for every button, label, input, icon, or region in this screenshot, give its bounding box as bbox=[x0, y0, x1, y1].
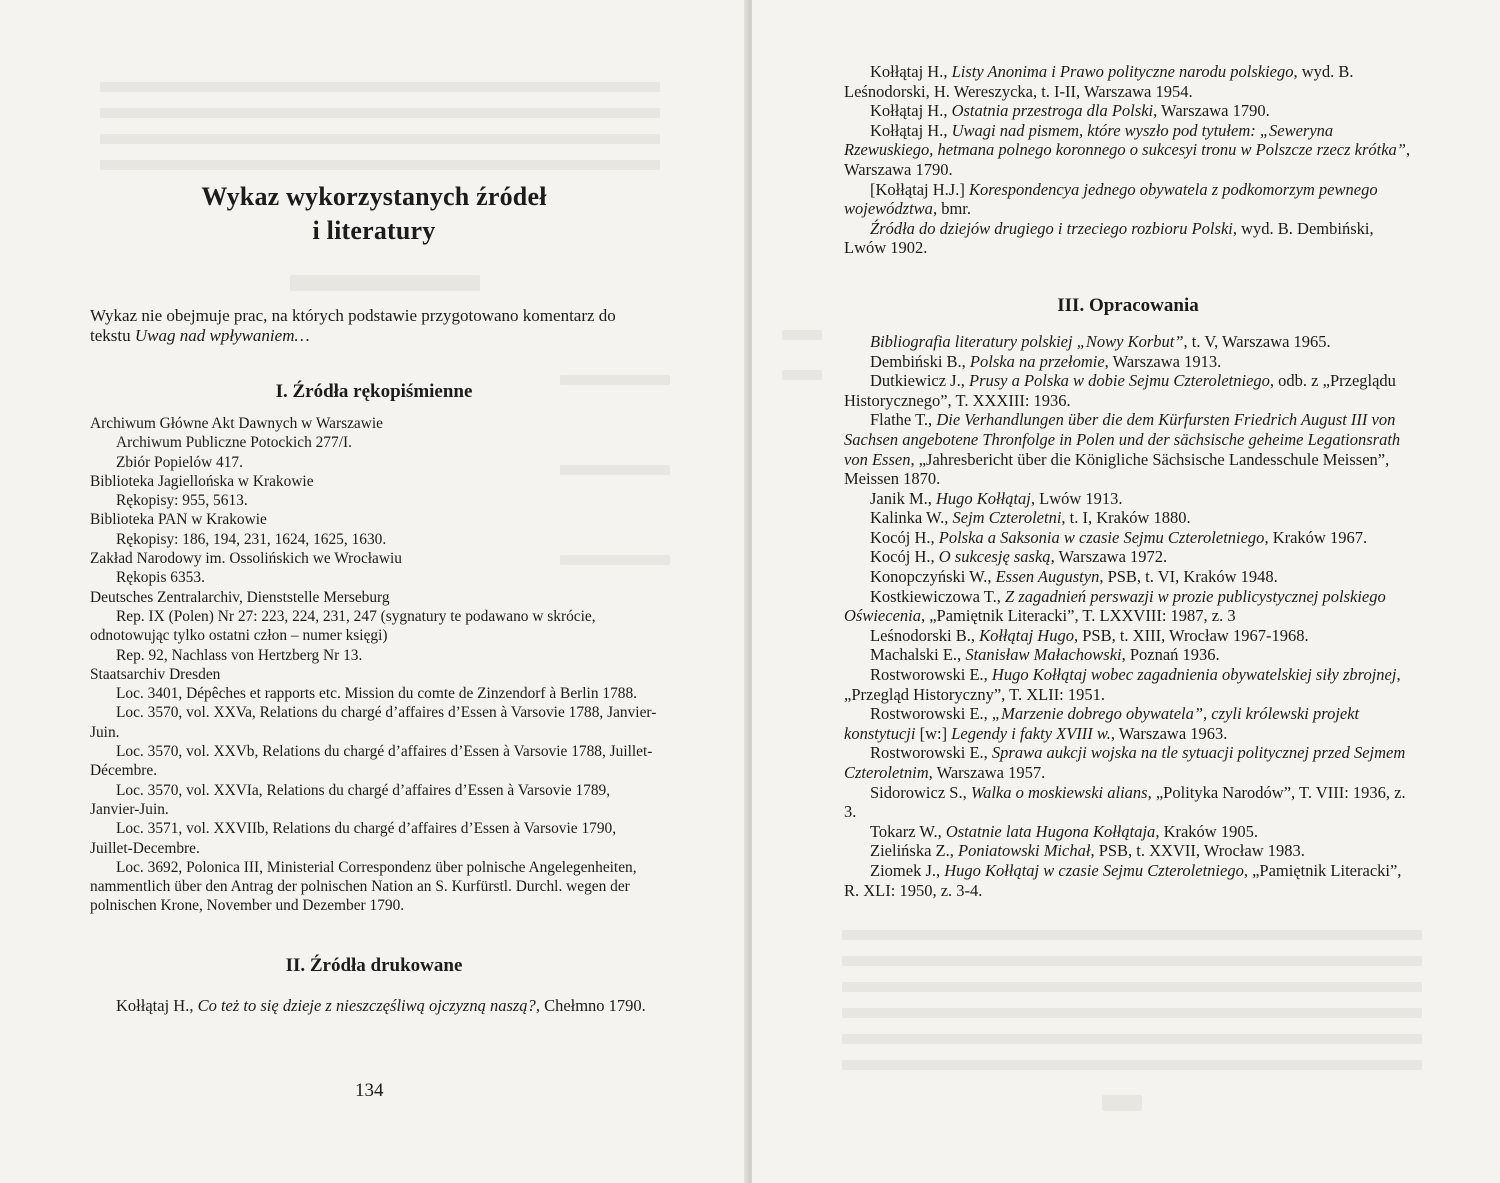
entry-title: Uwagi nad pismem, które wyszło pod tytułem: „Seweryna Rzewuskiego, hetmana polnego koronnego o sukcesyi tronu w Polszcze rzecz krótka” bbox=[844, 120, 1406, 160]
entry-author: Konopczyński W., bbox=[870, 567, 996, 587]
entry-title: Polska a Saksonia w czasie Sejmu Czteroletniego bbox=[938, 527, 1265, 547]
entry-title: O sukcesję saską bbox=[938, 547, 1051, 567]
entry-details: , Warszawa 1957. bbox=[928, 763, 1046, 782]
entry-details: , PSB, t. XXVII, Wrocław 1983. bbox=[1090, 841, 1305, 861]
entry-author: Dembiński B., bbox=[870, 351, 970, 371]
studies-list bbox=[844, 332, 1412, 900]
archive-entry: Loc. 3570, vol. XXVb, Relations du chargé d’affaires d’Essen à Varsovie 1788, Juillet-Décembre. bbox=[90, 743, 653, 780]
entry-author: Machalski E., bbox=[870, 645, 966, 665]
entry-details: , Lwów 1913. bbox=[1030, 488, 1123, 508]
archive-entry: Loc. 3692, Polonica III, Ministerial Correspondenz über polnische Angelegenheiten, nammentlich über den Antrag der polnischen Nation an S. Kurfürstl. Durchl. wegen der polnischen Krone, November und Dezember 1790. bbox=[90, 858, 637, 915]
entry-details: , bmr. bbox=[932, 199, 971, 219]
bibliography-entry bbox=[844, 508, 1412, 528]
entry-title: Polska na przełomie bbox=[969, 351, 1105, 371]
bibliography-entry bbox=[844, 567, 1412, 587]
entry-title: Poniatowski Michał bbox=[957, 841, 1091, 861]
entry-details: , Kraków 1967. bbox=[1264, 527, 1368, 547]
bleed-through-mark bbox=[100, 160, 660, 170]
archive-entry: Loc. 3570, vol. XXVIa, Relations du chargé d’affaires d’Essen à Varsovie 1789, Janvier-Juin. bbox=[90, 781, 611, 818]
entry-author: Tokarz W., bbox=[870, 821, 946, 841]
entry-author: Kalinka W., bbox=[870, 508, 953, 528]
entry-title: Hugo Kołłątaj bbox=[936, 488, 1031, 508]
archive-entry: Rękopisy: 186, 194, 231, 1624, 1625, 1630. bbox=[116, 530, 387, 548]
archive-entry: Zakład Narodowy im. Ossolińskich we Wrocławiu bbox=[90, 550, 402, 568]
bibliography-entry bbox=[844, 783, 1412, 822]
entry-details: , PSB, t. VI, Kraków 1948. bbox=[1099, 567, 1278, 587]
entry-author: Kołłątaj H., bbox=[870, 62, 952, 81]
entry-details: , Warszawa 1963. bbox=[1110, 723, 1228, 743]
bleed-through-mark bbox=[1102, 1095, 1142, 1111]
entry-title: Essen Augustyn bbox=[995, 567, 1100, 587]
entry-title: Die Verhandlungen über die dem Kürfursten Friedrich August III von Sachsen angebotene Thronfolge in Polen und der sächsische geheime Legationsrath von Essen bbox=[844, 410, 1401, 469]
entry-author: Rostworowski E., bbox=[870, 665, 992, 685]
section-printed-sources bbox=[90, 954, 658, 1017]
bleed-through-mark bbox=[842, 1034, 1422, 1044]
bibliography-entry bbox=[844, 547, 1412, 567]
archive-entry: Rep. 92, Nachlass von Hertzberg Nr 13. bbox=[116, 646, 363, 664]
bleed-through-mark bbox=[842, 1008, 1422, 1018]
entry-details: , odb. z „Przeglądu Historycznego”, T. XXXIII: 1936. bbox=[844, 371, 1396, 410]
bibliography-entry bbox=[844, 822, 1412, 842]
entry-details: , „Polityka Narodów”, T. VIII: 1936, z. 3. bbox=[844, 782, 1406, 822]
intro-text: Wykaz nie obejmuje prac, na których podstawie przygotowano komentarz do tekstu bbox=[90, 306, 616, 345]
right-page bbox=[752, 0, 1500, 1183]
bleed-through-mark bbox=[842, 1060, 1422, 1070]
entry-title: Walka o moskiewski alians bbox=[970, 782, 1148, 802]
archive-entry: Zbiór Popielów 417. bbox=[116, 453, 243, 471]
bibliography-entry bbox=[844, 371, 1412, 410]
entry-author: Kocój H., bbox=[870, 547, 939, 567]
entry-author: Kołłątaj H., bbox=[870, 120, 952, 140]
bleed-through-mark bbox=[100, 134, 660, 144]
bibliography-entry bbox=[844, 332, 1412, 352]
entry-author: Flathe T., bbox=[870, 410, 937, 430]
entry-details: , wyd. B. Dembiński, Lwów 1902. bbox=[844, 218, 1374, 258]
printed-source-list bbox=[844, 62, 1412, 258]
entry-title: Sejm Czteroletni bbox=[952, 508, 1062, 528]
archive-entry: Loc. 3571, vol. XXVIIb, Relations du chargé d’affaires d’Essen à Varsovie 1790, Juillet-Decembre. bbox=[90, 820, 617, 857]
entry-title: Hugo Kołłątaj w czasie Sejmu Czteroletniego bbox=[944, 860, 1244, 880]
entry-details: , „Pamiętnik Literacki”, T. LXXVIII: 1987, z. 3 bbox=[920, 606, 1236, 626]
bibliography-entry bbox=[844, 489, 1412, 509]
entry-author: Dutkiewicz J., bbox=[870, 371, 969, 391]
page-number: 134 bbox=[355, 1080, 384, 1101]
intro-italic-title: Uwag nad wpływaniem… bbox=[134, 326, 310, 345]
bibliography-entry bbox=[844, 665, 1412, 704]
entry-title: Sprawa aukcji wojska na tle sytuacji politycznej przed Sejmem Czteroletnim bbox=[844, 743, 1406, 782]
entry-title: Prusy a Polska w dobie Sejmu Czteroletniego bbox=[968, 371, 1270, 391]
archive-entry: Biblioteka PAN w Krakowie bbox=[90, 511, 267, 529]
title-line-1: Wykaz wykorzystanych źródeł bbox=[201, 182, 547, 211]
entry-title: Z zagadnień perswazji w prozie publicystycznej polskiego Oświecenia bbox=[844, 586, 1386, 626]
entry-details: , t. V, Warszawa 1965. bbox=[1183, 331, 1331, 351]
bleed-through-mark bbox=[842, 982, 1422, 992]
entry-details: , „Pamiętnik Literacki”, R. XLI: 1950, z. 3-4. bbox=[844, 860, 1402, 900]
entry-author: Leśnodorski B., bbox=[870, 625, 980, 645]
entry-details: , Warszawa 1790. bbox=[844, 140, 1411, 179]
bleed-through-mark bbox=[842, 956, 1422, 966]
entry-title: Źródła do dziejów drugiego i trzeciego rozbioru Polski bbox=[870, 218, 1233, 238]
entry-details: , Warszawa 1913. bbox=[1104, 351, 1222, 371]
bibliography-entry bbox=[844, 101, 1412, 121]
archive-entry: Deutsches Zentralarchiv, Dienststelle Merseburg bbox=[90, 588, 390, 606]
bibliography-entry bbox=[844, 219, 1412, 258]
intro-paragraph bbox=[90, 306, 658, 346]
bleed-through-mark bbox=[842, 930, 1422, 940]
entry-author: Rostworowski E., bbox=[870, 704, 992, 724]
entry-title: Kołłątaj Hugo bbox=[979, 625, 1074, 645]
entry-author: [Kołłątaj H.J.] bbox=[870, 179, 969, 199]
entry-details: , Poznań 1936. bbox=[1121, 645, 1220, 665]
archive-entry: Biblioteka Jagiellońska w Krakowie bbox=[90, 472, 314, 490]
bleed-through-mark bbox=[100, 108, 660, 118]
entry-details: , Warszawa 1972. bbox=[1050, 547, 1168, 567]
bibliography-entry bbox=[844, 528, 1412, 548]
section-heading: III. Opracowania bbox=[1057, 294, 1199, 316]
entry-details: [w:] bbox=[915, 723, 952, 743]
bibliography-entry bbox=[844, 626, 1412, 646]
bleed-through-mark bbox=[782, 370, 822, 380]
entry-author: Rostworowski E., bbox=[870, 743, 992, 763]
bibliography-entry bbox=[844, 704, 1412, 743]
section-heading: I. Źródła rękopiśmienne bbox=[275, 381, 473, 402]
entry-title: Korespondencya jednego obywatela z podkomorzym pewnego województwa bbox=[844, 179, 1378, 219]
archive-entry: Staatsarchiv Dresden bbox=[90, 665, 221, 683]
entry-author: Ziomek J., bbox=[870, 860, 945, 880]
entry-author: Kołłątaj H., bbox=[870, 101, 952, 121]
bibliography-entry bbox=[844, 645, 1412, 665]
bleed-through-mark bbox=[782, 330, 822, 340]
bibliography-entry bbox=[90, 996, 658, 1017]
entry-title: Stanisław Małachowski bbox=[965, 645, 1122, 665]
bibliography-entry bbox=[844, 410, 1412, 488]
bibliography-entry bbox=[844, 180, 1412, 219]
entry-author: Janik M., bbox=[870, 488, 936, 508]
bibliography-entry bbox=[844, 841, 1412, 861]
archive-entry: Loc. 3570, vol. XXVa, Relations du chargé d’affaires d’Essen à Varsovie 1788, Janvier-Juin. bbox=[90, 704, 657, 741]
entry-details: , „Przegląd Historyczny”, T. XLII: 1951. bbox=[844, 665, 1401, 704]
entry-title: Legendy i fakty XVIII w. bbox=[951, 723, 1111, 743]
entry-details: , wyd. B. Leśnodorski, H. Wereszycka, t. I-II, Warszawa 1954. bbox=[844, 62, 1354, 101]
right-column bbox=[844, 62, 1412, 900]
bibliography-entry bbox=[844, 62, 1412, 101]
archive-entry: Rękopisy: 955, 5613. bbox=[116, 492, 248, 510]
section-heading: II. Źródła drukowane bbox=[285, 954, 463, 976]
bibliography-entry bbox=[844, 587, 1412, 626]
title-line-2: i literatury bbox=[312, 216, 436, 245]
archive-entry: Archiwum Główne Akt Dawnych w Warszawie bbox=[90, 415, 383, 432]
entry-details: , PSB, t. XIII, Wrocław 1967-1968. bbox=[1073, 625, 1309, 645]
bleed-through-mark bbox=[100, 82, 660, 92]
entry-author: Zielińska Z., bbox=[870, 841, 958, 861]
entry-title: Bibliografia literatury polskiej „Nowy Korbut” bbox=[870, 331, 1184, 351]
entry-details: , „Jahresbericht über die Königliche Sächsische Landesschule Meissen”, Meissen 1870. bbox=[844, 449, 1390, 489]
entry-author: Kostkiewiczowa T., bbox=[870, 586, 1006, 606]
archive-entry: Loc. 3401, Dépêches et rapports etc. Mission du comte de Zinzendorf à Berlin 1788. bbox=[116, 685, 637, 703]
entry-details: , Warszawa 1790. bbox=[1153, 101, 1270, 121]
manuscript-source-list bbox=[90, 414, 658, 916]
archive-entry: Rękopis 6353. bbox=[116, 569, 205, 587]
archive-entry: Archiwum Publiczne Potockich 277/I. bbox=[116, 434, 352, 452]
entry-author: Sidorowicz S., bbox=[870, 782, 971, 802]
entry-details: , Chełmno 1790. bbox=[535, 995, 646, 1015]
bibliography-entry bbox=[844, 743, 1412, 782]
page-title bbox=[90, 180, 658, 248]
bibliography-entry bbox=[844, 861, 1412, 900]
entry-title: Ostatnia przestroga dla Polski bbox=[951, 101, 1154, 121]
section-manuscript-sources bbox=[90, 380, 658, 916]
bibliography-entry bbox=[844, 121, 1412, 180]
entry-title: Ostatnie lata Hugona Kołłątaja bbox=[945, 821, 1156, 841]
entry-title: Hugo Kołłątaj wobec zagadnienia obywatelskiej siły zbrojnej bbox=[991, 665, 1397, 685]
entry-author: Kocój H., bbox=[870, 527, 939, 547]
entry-author: Kołłątaj H., bbox=[116, 995, 198, 1015]
left-page bbox=[0, 0, 748, 1183]
entry-details: , Kraków 1905. bbox=[1155, 821, 1258, 841]
archive-entry: Rep. IX (Polen) Nr 27: 223, 224, 231, 247 (sygnatury te podawano w skrócie, odnotowując tylko ostatni człon – numer księgi) bbox=[90, 607, 596, 645]
entry-title: Co też to się dzieje z nieszczęśliwą ojczyzną naszą? bbox=[197, 995, 536, 1015]
section-studies bbox=[844, 294, 1412, 900]
bibliography-entry bbox=[844, 352, 1412, 372]
entry-title: „Marzenie dobrego obywatela”, czyli królewski projekt konstytucji bbox=[844, 704, 1360, 743]
left-column bbox=[90, 180, 658, 1016]
entry-details: , t. I, Kraków 1880. bbox=[1061, 508, 1191, 528]
entry-title: Listy Anonima i Prawo polityczne narodu polskiego bbox=[951, 62, 1294, 81]
